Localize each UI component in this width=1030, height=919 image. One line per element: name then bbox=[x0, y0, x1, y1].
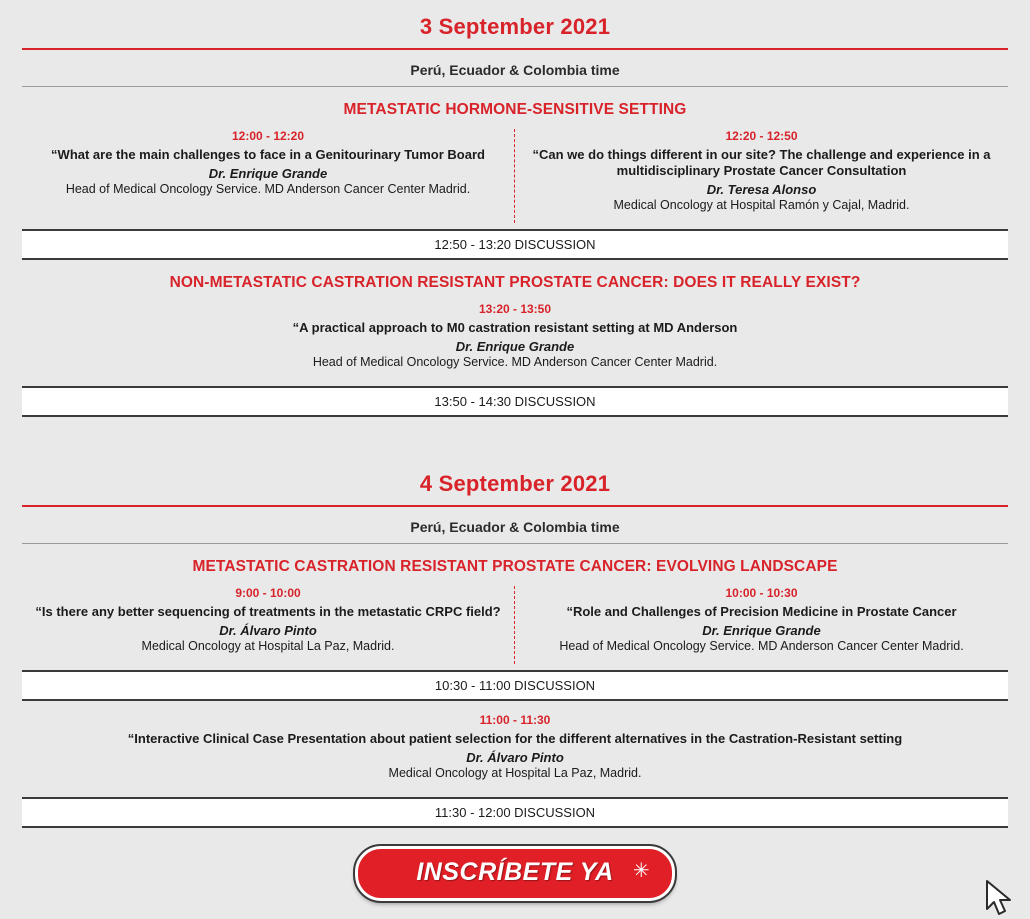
day-section-1 bbox=[22, 0, 1008, 417]
block-spacer bbox=[22, 701, 1008, 713]
sparkle-icon: ✳ bbox=[632, 860, 650, 883]
timezone-label: Perú, Ecuador & Colombia time bbox=[410, 519, 620, 536]
session-time: 12:20 - 12:50 bbox=[725, 129, 798, 143]
session-time: 9:00 - 10:00 bbox=[235, 586, 301, 601]
session-affiliation: Medical Oncology at Hospital Ramón y Cajal, Madrid. bbox=[613, 197, 910, 212]
session-affiliation: Medical Oncology at Hospital La Paz, Madrid. bbox=[141, 638, 395, 653]
session-speaker: Dr. Enrique Grande bbox=[702, 622, 821, 638]
register-button[interactable] bbox=[355, 846, 674, 901]
session-speaker: Dr. Álvaro Pinto bbox=[219, 622, 317, 638]
discussion-bar: 11:30 - 12:00 DISCUSSION bbox=[22, 797, 1008, 828]
discussion-bar: 10:30 - 11:00 DISCUSSION bbox=[22, 670, 1008, 701]
discussion-bar: 13:50 - 14:30 DISCUSSION bbox=[22, 386, 1008, 417]
timezone-label: Perú, Ecuador & Colombia time bbox=[410, 62, 620, 78]
session-speaker: Dr. Teresa Alonso bbox=[706, 181, 817, 197]
session-affiliation: Head of Medical Oncology Service. MD Anderson Cancer Center Madrid. bbox=[559, 638, 964, 653]
session-affiliation: Medical Oncology at Hospital La Paz, Madrid. bbox=[388, 766, 642, 781]
day-section-2 bbox=[22, 457, 1008, 828]
session-speaker: Dr. Enrique Grande bbox=[455, 338, 575, 354]
session-card bbox=[22, 586, 515, 664]
cta-container bbox=[22, 846, 1008, 901]
discussion-bar: 12:50 - 13:20 DISCUSSION bbox=[22, 229, 1008, 260]
session-card bbox=[22, 129, 515, 223]
session-card bbox=[22, 302, 1008, 380]
session-card bbox=[22, 713, 1008, 791]
section-title: METASTATIC CASTRATION RESISTANT PROSTATE CANCER: EVOLVING LANDSCAPE bbox=[192, 558, 838, 576]
day-title: 3 September 2021 bbox=[419, 14, 611, 39]
session-speaker: Dr. Álvaro Pinto bbox=[466, 750, 564, 766]
section-spacer bbox=[22, 417, 1008, 457]
session-affiliation: Head of Medical Oncology Service. MD Anderson Cancer Center Madrid. bbox=[312, 354, 718, 369]
session-affiliation: Head of Medical Oncology Service. MD Anderson Cancer Center Madrid. bbox=[65, 181, 471, 196]
session-speaker: Dr. Enrique Grande bbox=[208, 165, 328, 181]
session-row bbox=[22, 129, 1008, 223]
register-button-label: INSCRÍBETE YA bbox=[416, 858, 614, 887]
session-time: 12:00 - 12:20 bbox=[231, 129, 305, 143]
session-title: “Is there any better sequencing of treatments in the metastatic CRPC field? bbox=[35, 604, 501, 620]
session-title: “Role and Challenges of Precision Medicine in Prostate Cancer bbox=[566, 604, 957, 620]
session-time: 13:20 - 13:50 bbox=[478, 301, 552, 316]
session-card bbox=[515, 586, 1008, 664]
section-title: METASTATIC HORMONE-SENSITIVE SETTING bbox=[343, 101, 687, 118]
session-time: 11:00 - 11:30 bbox=[479, 713, 551, 728]
section-title: NON-METASTATIC CASTRATION RESISTANT PROSTATE CANCER: DOES IT REALLY EXIST? bbox=[169, 273, 861, 291]
session-row bbox=[22, 586, 1008, 664]
session-title: “A practical approach to M0 castration resistant setting at MD Anderson bbox=[292, 319, 738, 335]
session-title: “Can we do things different in our site? The challenge and experience in a multidisciplinary Prostate Cancer Consultation bbox=[532, 147, 991, 178]
session-title: “What are the main challenges to face in a Genitourinary Tumor Board bbox=[51, 147, 485, 162]
session-title: “Interactive Clinical Case Presentation about patient selection for the different alternatives in the Castration-Resistant setting bbox=[127, 731, 903, 747]
session-time: 10:00 - 10:30 bbox=[725, 586, 798, 601]
session-card bbox=[515, 129, 1008, 223]
day-title: 4 September 2021 bbox=[419, 471, 611, 497]
